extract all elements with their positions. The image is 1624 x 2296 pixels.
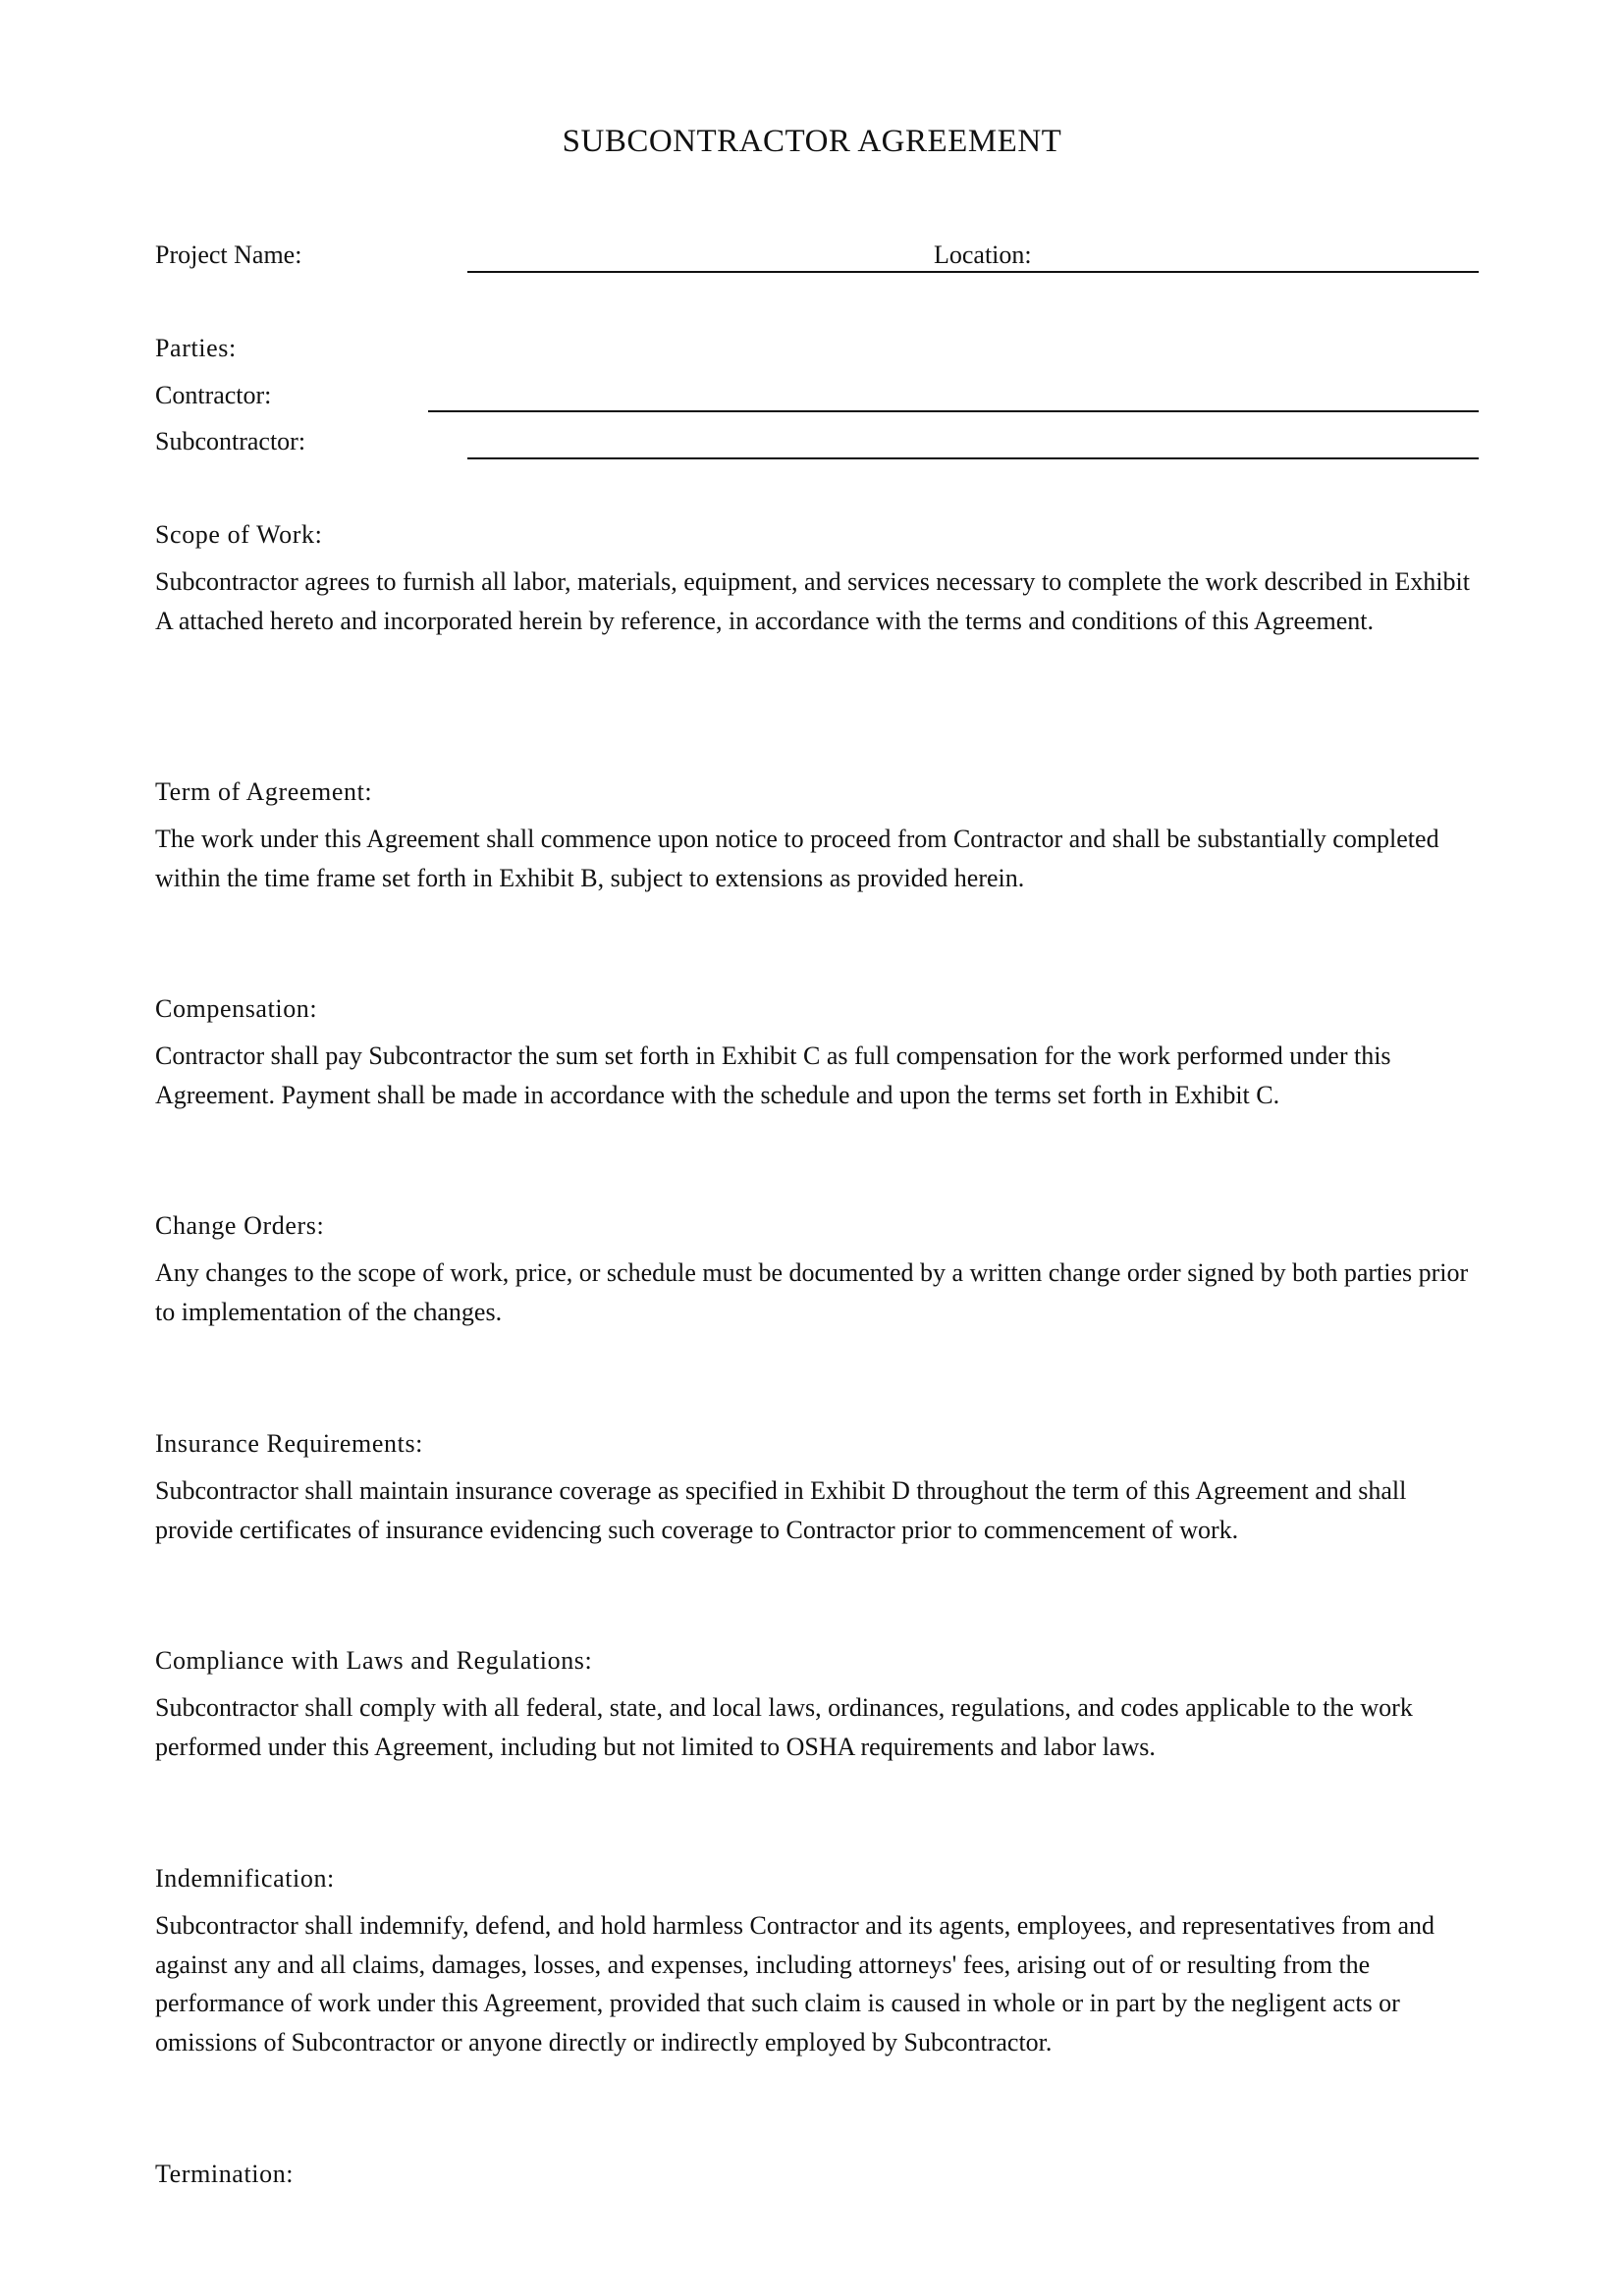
project-name-label: Project Name:: [155, 240, 302, 269]
contractor-line[interactable]: [428, 410, 1479, 412]
section-body-compliance: Subcontractor shall comply with all federal, state, and local laws, ordinances, regulations, and codes applicable to the work performed under this Agreement, including but not limited to OSHA requirements and labor laws.: [155, 1693, 1413, 1761]
section-heading-termination: Termination:: [155, 2160, 295, 2188]
contractor-label: Contractor:: [155, 381, 272, 409]
section-body-indemnification: Subcontractor shall indemnify, defend, and hold harmless Contractor and its agents, employees, and representatives from and against any and all claims, damages, losses, and expenses, including attorneys' fees, arising out of or resulting from the performance of work under this Agreement, provided that such claim is caused in whole or in part by the negligent acts or omissions of Subcontractor or anyone directly or indirectly employed by Subcontractor.: [155, 1911, 1435, 2056]
subcontractor-line[interactable]: [467, 457, 1479, 459]
section-heading-insurance-requirements: Insurance Requirements:: [155, 1429, 423, 1458]
section-body-scope-of-work: Subcontractor agrees to furnish all labor, materials, equipment, and services necessary to complete the work described in Exhibit A attached hereto and incorporated herein by reference, in accordance with the terms and conditions of this Agreement.: [155, 567, 1470, 635]
section-heading-indemnification: Indemnification:: [155, 1864, 335, 1893]
section-heading-term-of-agreement: Term of Agreement:: [155, 777, 373, 806]
parties-label: Parties:: [155, 334, 237, 362]
project-name-line[interactable]: [467, 271, 1479, 273]
document-title: SUBCONTRACTOR AGREEMENT: [562, 124, 1062, 159]
location-label: Location:: [934, 240, 1032, 269]
section-body-insurance-requirements: Subcontractor shall maintain insurance coverage as specified in Exhibit D throughout the term of this Agreement and shall provide certificates of insurance evidencing such coverage to Contractor prior to commencement of work.: [155, 1476, 1407, 1544]
section-heading-change-orders: Change Orders:: [155, 1211, 325, 1240]
section-body-term-of-agreement: The work under this Agreement shall commence upon notice to proceed from Contractor and shall be substantially completed within the time frame set forth in Exhibit B, subject to extensions as provided herein.: [155, 825, 1439, 892]
section-heading-scope-of-work: Scope of Work:: [155, 520, 323, 549]
section-heading-compliance: Compliance with Laws and Regulations:: [155, 1646, 593, 1675]
section-body-change-orders: Any changes to the scope of work, price, or schedule must be documented by a written change order signed by both parties prior to implementation of the changes.: [155, 1258, 1469, 1326]
section-heading-compensation: Compensation:: [155, 994, 318, 1023]
subcontractor-label: Subcontractor:: [155, 427, 306, 455]
section-body-compensation: Contractor shall pay Subcontractor the sum set forth in Exhibit C as full compensation for the work performed under this Agreement. Payment shall be made in accordance with the schedule and upon the terms set forth in Exhibit C.: [155, 1041, 1391, 1109]
